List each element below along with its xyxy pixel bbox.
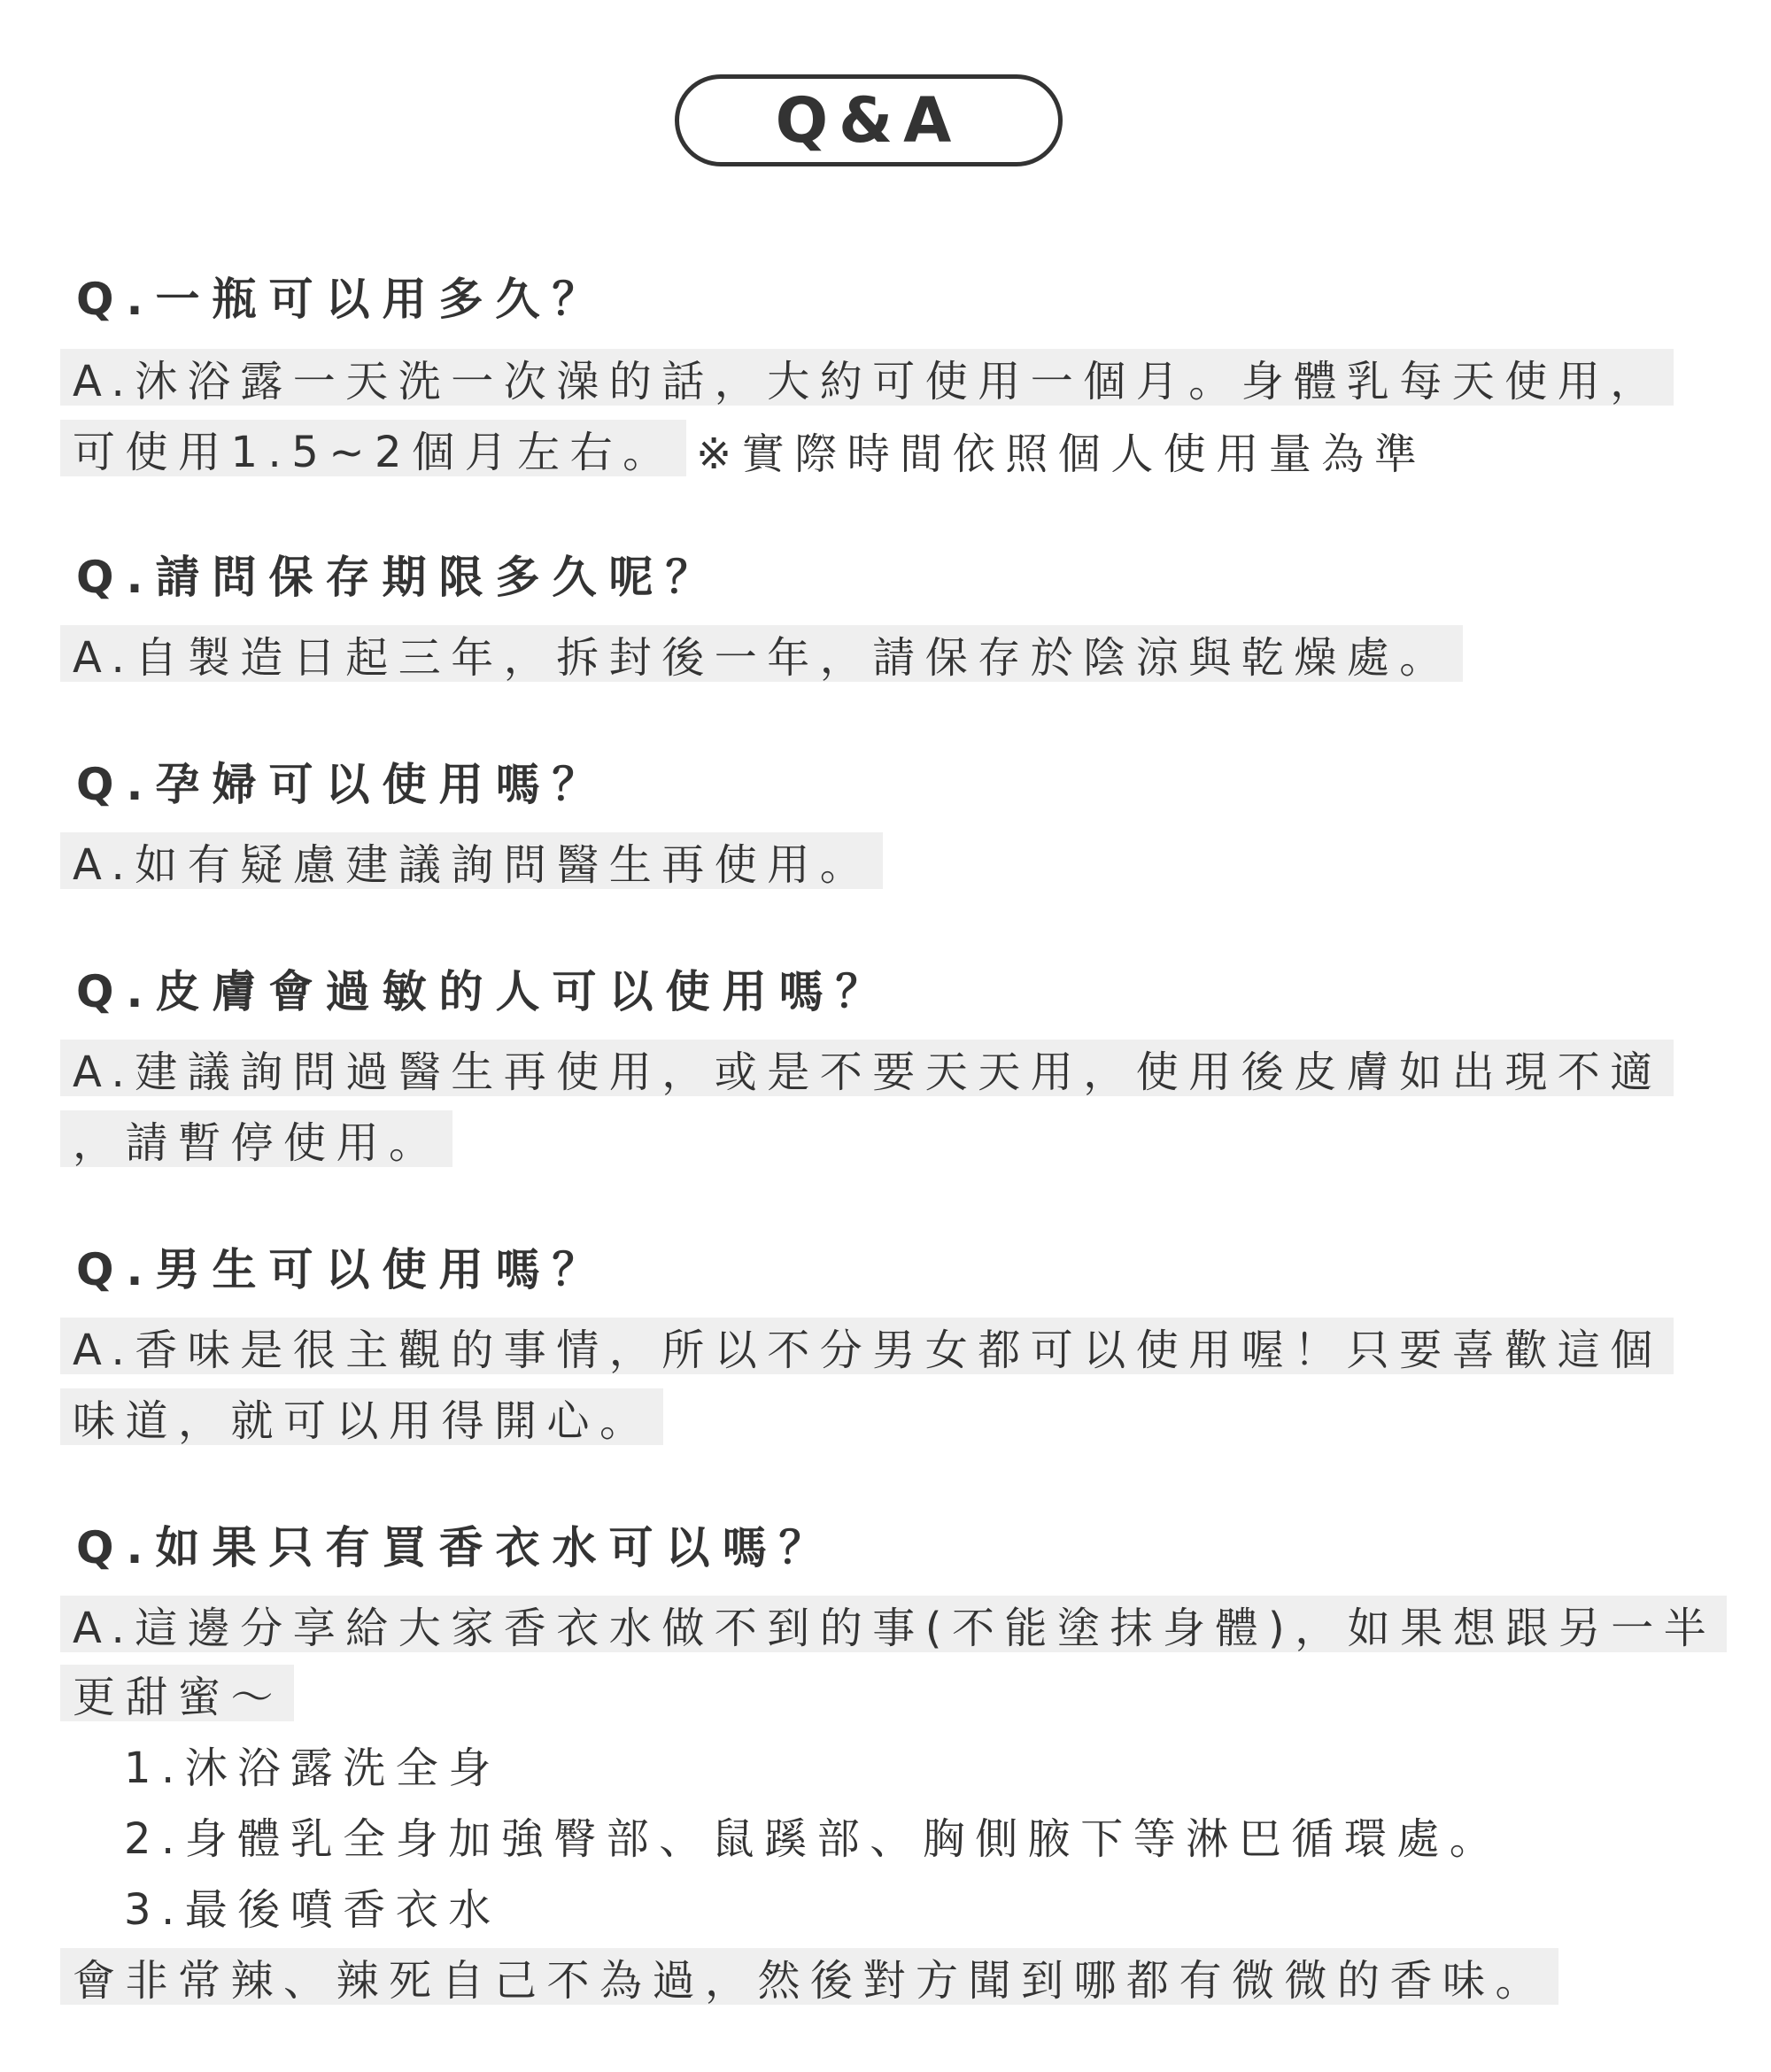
answer-2-line-1: A.自製造日起三年，拆封後一年，請保存於陰涼與乾燥處。: [60, 625, 1463, 682]
question-6: Q.如果只有買香衣水可以嗎？: [76, 1522, 836, 1573]
title-badge: [675, 74, 1063, 166]
step-item-2: 2.身體乳全身加強臀部、鼠蹊部、胸側腋下等淋巴循環處。: [124, 1813, 1503, 1864]
answer-6-line-2: 更甜蜜～: [60, 1665, 294, 1721]
answer-1-note: ※實際時間依照個人使用量為準: [696, 429, 1427, 479]
page-title: Q&A: [775, 84, 963, 157]
answer-4-line-2: ，請暫停使用。: [60, 1110, 452, 1167]
answer-1-line-1: A.沐浴露一天洗一次澡的話，大約可使用一個月。身體乳每天使用，: [60, 349, 1674, 406]
answer-1-line-2: 可使用1.5~2個月左右。: [60, 420, 686, 476]
question-5: Q.男生可以使用嗎？: [76, 1244, 609, 1295]
answer-6-line-1: A.這邊分享給大家香衣水做不到的事(不能塗抹身體)，如果想跟另一半: [60, 1596, 1727, 1652]
answer-6-closing: 會非常辣、辣死自己不為過，然後對方聞到哪都有微微的香味。: [60, 1948, 1558, 2005]
answer-3-line-1: A.如有疑慮建議詢問醫生再使用。: [60, 832, 883, 889]
question-1: Q.一瓶可以用多久？: [76, 274, 609, 325]
question-2: Q.請問保存期限多久呢？: [76, 552, 723, 603]
answer-5-line-2: 味道，就可以用得開心。: [60, 1388, 663, 1445]
question-4: Q.皮膚會過敏的人可以使用嗎？: [76, 966, 893, 1017]
answer-4-line-1: A.建議詢問過醫生再使用，或是不要天天用，使用後皮膚如出現不適: [60, 1040, 1674, 1096]
step-item-1: 1.沐浴露洗全身: [124, 1743, 501, 1793]
question-3: Q.孕婦可以使用嗎？: [76, 759, 609, 810]
answer-5-line-1: A.香味是很主觀的事情，所以不分男女都可以使用喔！只要喜歡這個: [60, 1318, 1674, 1374]
step-item-3: 3.最後噴香衣水: [124, 1884, 501, 1935]
